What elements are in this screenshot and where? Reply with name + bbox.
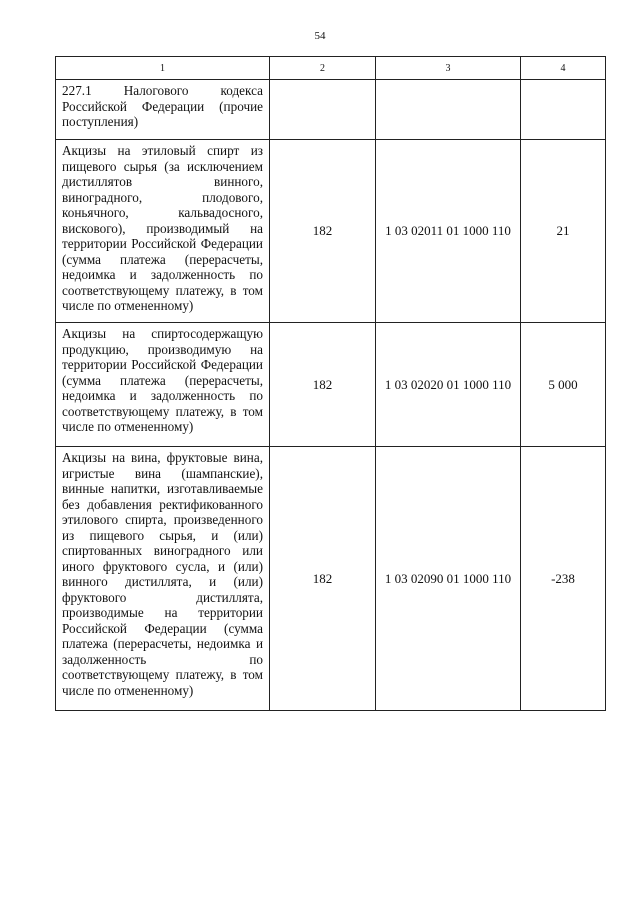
column-header-2: 2 [270, 57, 376, 80]
row-amount: 21 [521, 140, 606, 323]
row-amount: -238 [521, 447, 606, 711]
column-header-3: 3 [376, 57, 521, 80]
table-row [56, 80, 606, 140]
table-row [56, 447, 606, 711]
row-classification-code: 1 03 02011 01 1000 110 [376, 140, 521, 323]
page-number: 54 [314, 30, 326, 42]
row-admin-code: 182 [270, 323, 376, 447]
row-name: 227.1 Налогового кодекса Российской Федерации (прочие поступления) [56, 80, 270, 140]
table-row [56, 323, 606, 447]
row-name: Акцизы на этиловый спирт из пищевого сырья (за исключением дистиллятов винного, виноградного, плодового, коньячного, кальвадосного, вискового), производимый на территории Российской Федерации (сумма платежа (перерасчеты, недоимка и задолженность по соответствующему платежу, в том числе по отмененному) [56, 140, 270, 323]
column-header-1: 1 [56, 57, 270, 80]
row-amount [521, 80, 606, 140]
row-name: Акцизы на вина, фруктовые вина, игристые вина (шампанские), винные напитки, изготавливаемые без добавления ректификованного этилового спирта, произведенного из пищевого сырья, и (или) спиртованных виноградного или иного фруктового сусла, и (или) винного дистиллята, и (или) фруктового дистиллята, производимые на территории Российской Федерации (сумма платежа (перерасчеты, недоимка и задолженность по соответствующему платежу, в том числе по отмененному) [56, 447, 270, 711]
row-name: Акцизы на спиртосодержащую продукцию, производимую на территории Российской Федерации (сумма платежа (перерасчеты, недоимка и задолженность по соответствующему платежу, в том числе по отмененному) [56, 323, 270, 447]
revenue-table [55, 56, 606, 711]
column-header-4: 4 [521, 57, 606, 80]
header-row [56, 57, 606, 80]
row-amount: 5 000 [521, 323, 606, 447]
row-admin-code [270, 80, 376, 140]
row-admin-code: 182 [270, 140, 376, 323]
row-classification-code: 1 03 02020 01 1000 110 [376, 323, 521, 447]
table-row [56, 140, 606, 323]
row-admin-code: 182 [270, 447, 376, 711]
row-classification-code: 1 03 02090 01 1000 110 [376, 447, 521, 711]
row-classification-code [376, 80, 521, 140]
